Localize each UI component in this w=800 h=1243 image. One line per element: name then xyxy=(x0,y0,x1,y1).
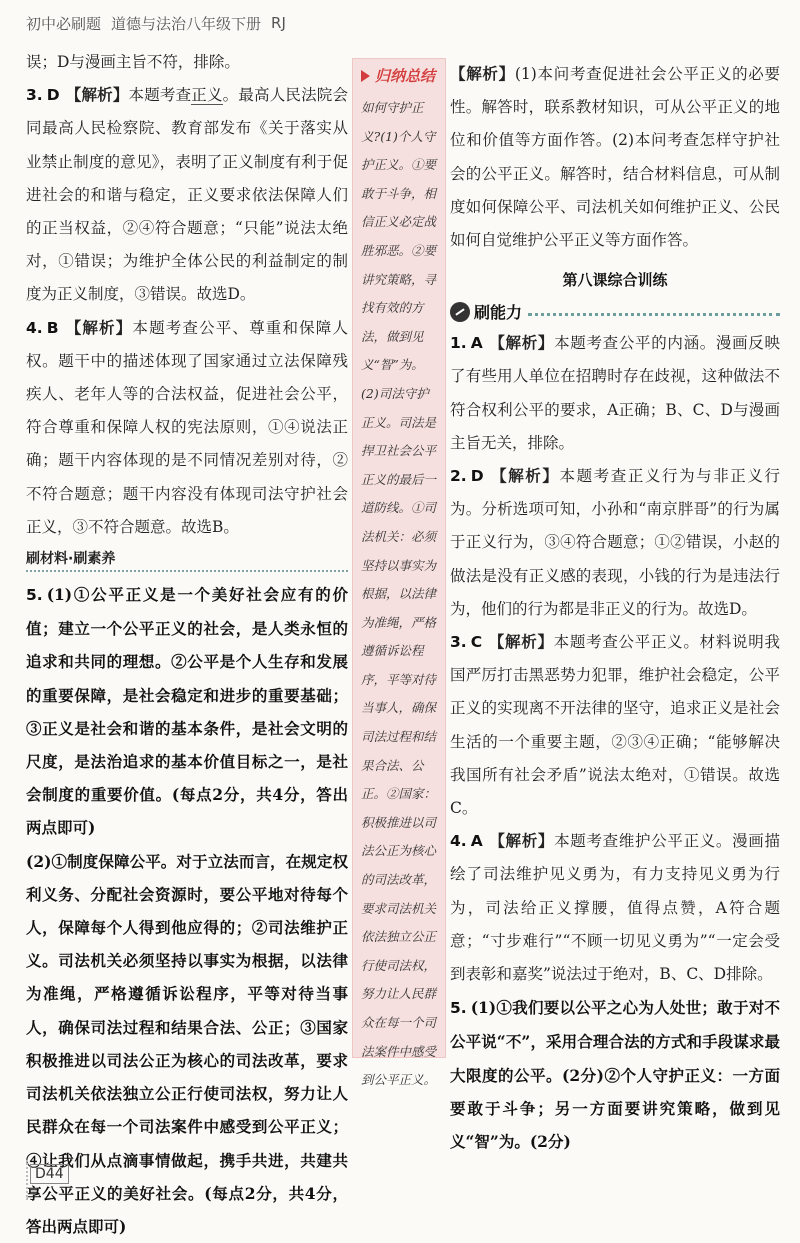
page-number: D44 xyxy=(30,1164,69,1184)
analysis-text: 本题考查公平的内涵。漫画反映了有些用人单位在招聘时存在歧视，这种做法不符合权利公平的要求，A正确；B、C、D与漫画主旨无关，排除。 xyxy=(450,334,780,452)
question-number: 5. xyxy=(450,999,467,1018)
question-number: 3. xyxy=(450,633,467,652)
header-series: 初中必刷题 xyxy=(26,14,102,33)
page-edge-dots xyxy=(0,1160,28,1200)
answer-letter: C xyxy=(470,633,483,652)
answer-text: (1)①公平正义是一个美好社会应有的价值；建立一个公平正义的社会，是人类永恒的追求和共同的理想。②公平是个人生存和发展的重要保障，是社会稳定和进步的重要基础；③正义是社会和谐的基本条件，是社会文明的尺度，是法治追求的基本价值目标之一，是社会制度的重要价值。(每点2分，共4分，答出两点即可) xyxy=(26,585,348,838)
answer-letter: D xyxy=(470,467,484,486)
analysis-tag: 【解析】 xyxy=(65,86,129,105)
summary-title-text: 归纳总结 xyxy=(375,67,436,85)
analysis-tag: 【解析】 xyxy=(64,318,133,337)
section-banner: 刷材料·刷素养 xyxy=(26,548,348,572)
analysis-tag: 【解析】 xyxy=(489,467,560,486)
question-number: 3. xyxy=(26,86,43,105)
summary-box xyxy=(352,58,446,1088)
ability-label: 刷能力 xyxy=(474,303,523,323)
triangle-marker-icon xyxy=(361,70,370,82)
training-question-3 xyxy=(450,626,780,825)
question-number: 1. xyxy=(450,334,467,353)
question-5-part-2: (2)①制度保障公平。对于立法而言，在规定权利义务、分配社会资源时，要公平地对待每个人，保障每个人得到他应得的；②司法维护正义。司法机关必须坚持以事实为根据，以法律为准绳，严格遵循诉讼程序，平等对待当事人，确保司法过程和结果合法、公正；③国家积极推进以司法公正为核心的司法改革，要求司法机关依法独立公正行使司法权，努力让人民群众在每一个司法案件中感受到公平正义；④让我们从点滴事情做起，携手共进，共建共享公平正义的美好社会。(每点2分，共4分，答出两点即可) xyxy=(26,851,348,1236)
question-number: 4. xyxy=(450,832,467,851)
question-5-analysis xyxy=(450,58,780,257)
question-3 xyxy=(26,79,348,311)
answer-letter: A xyxy=(470,832,483,851)
question-5-part-1 xyxy=(26,578,348,845)
analysis-tag: 【解析】 xyxy=(488,633,554,652)
dotted-divider xyxy=(528,313,780,316)
section-title: 第八课综合训练 xyxy=(562,271,668,290)
answer-letter: A xyxy=(470,334,483,353)
analysis-text: 本题考查正义行为与非正义行为。分析选项可知，小孙和“南京胖哥”的行为属于正义行为，③④符合题意；①②错误，小赵的做法是没有正义感的表现，小钱的行为是违法行为，他们的行为都是非正义的行为。故选D。 xyxy=(450,467,780,618)
pen-icon xyxy=(450,302,470,322)
analysis-tag: 【解析】 xyxy=(488,832,555,851)
header-edition: RJ xyxy=(271,14,286,32)
answer-letter: B xyxy=(46,318,59,337)
header-subject: 道德与法治八年级下册 xyxy=(111,14,262,33)
analysis-text: 本题考查 xyxy=(128,86,192,105)
running-header xyxy=(26,10,286,36)
training-question-5 xyxy=(450,991,780,1158)
analysis-text: 本题考查公平正义。材料说明我国严厉打击黑恶势力犯罪，维护社会稳定，公平正义的实现离不开法律的坚守，追求正义是社会生活的一个重要主题，②③④正确；“能够解决我国所有社会矛盾”说法太绝对，①错误。故选C。 xyxy=(450,633,780,818)
ability-badge xyxy=(450,300,522,323)
question-number: 2. xyxy=(450,467,467,486)
analysis-tag: 【解析】 xyxy=(488,334,555,353)
ability-banner xyxy=(450,300,780,323)
training-question-1 xyxy=(450,327,780,460)
left-column xyxy=(26,46,348,1243)
answer-text: (1)①我们要以公平之心为人处世；敢于对不公平说“不”，采用合理合法的方式和手段谋求最大限度的公平。(2分)②个人守护正义：一方面要敢于斗争；另一方面要讲究策略，做到见义“智”为。(2分) xyxy=(450,998,780,1152)
continued-text: 误；D与漫画主旨不符，排除。 xyxy=(26,53,240,71)
training-question-2 xyxy=(450,460,780,626)
summary-title xyxy=(361,65,439,86)
analysis-text: (1)本问考查促进社会公平正义的必要性。解答时，联系教材知识，可从公平正义的地位和价值等方面作答。(2)本问考查怎样守护社会的公平正义。解答时，结合材料信息，可从制度如何保障公平、司法机关如何维护正义、公民如何自觉维护公平正义等方面作答。 xyxy=(450,65,780,250)
summary-body: 如何守护正义?(1)个人守护正义。①要敢于斗争，相信正义必定战胜邪恶。②要讲究策略，寻找有效的方法，做到见义“智”为。(2)司法守护正义。司法是捍卫社会公平正义的最后一道防线。①司法机关：必须坚持以事实为根据，以法律为准绳，严格遵循诉讼程序，平等对待当事人，确保司法过程和结果合法、公正。②国家：积极推进以司法公正为核心的司法改革，要求司法机关依法独立公正行使司法权，努力让人民群众在每一个司法案件中感受到公平正义。 xyxy=(361,100,437,1088)
analysis-text: 本题考查维护公平正义。漫画描绘了司法维护见义勇为，有力支持见义勇为行为，司法给正义撑腰，值得点赞，A符合题意；“寸步难行”“不顾一切见义勇为”“一定会受到表彰和嘉奖”说法过于绝对，B、C、D排除。 xyxy=(450,832,780,984)
answer-letter: D xyxy=(46,86,60,105)
summary-sidebar xyxy=(352,58,446,1088)
question-4 xyxy=(26,312,348,544)
analysis-text: 。最高人民法院会同最高人民检察院、教育部发布《关于落实从业禁止制度的意见》，表明了正义制度有利于促进社会的和谐与稳定，正义要求依法保障人们的正当权益，②④符合题意；“只能”说法太绝对，①错误；为维护全体公民的利益制定的制度为正义制度，③错误。故选D。 xyxy=(26,86,348,304)
analysis-text: 本题考查公平、尊重和保障人权。题干中的描述体现了国家通过立法保障残疾人、老年人等的合法权益，促进社会公平，符合尊重和保障人权的宪法原则，①④说法正确；题干内容体现的是不同情况差别对待，②不符合题意；题干内容没有体现司法守护社会正义，③不符合题意。故选B。 xyxy=(26,318,348,536)
topic-highlight: 正义 xyxy=(191,86,223,105)
question-number: 4. xyxy=(26,318,43,337)
analysis-tag: 【解析】 xyxy=(450,65,515,83)
right-column xyxy=(450,58,780,1158)
question-number: 5. xyxy=(26,586,43,605)
training-question-4 xyxy=(450,825,780,991)
